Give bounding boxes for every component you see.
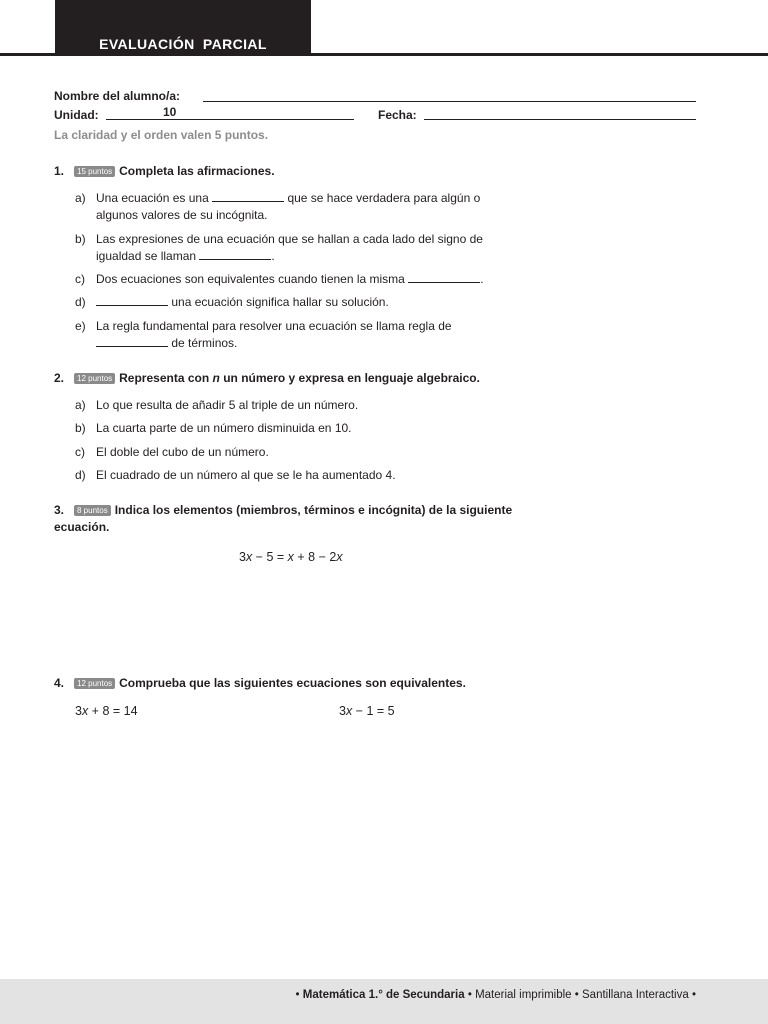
item-text: una ecuación significa hallar su solución. — [171, 295, 389, 309]
bullet: • — [691, 989, 696, 1001]
question-number: 3. — [54, 503, 65, 517]
answer-blank[interactable] — [408, 272, 480, 283]
item-text: de términos. — [171, 336, 238, 350]
item-text: La regla fundamental para resolver una ecuación se llama regla de — [96, 319, 452, 333]
item-text: Una ecuación es una — [96, 191, 209, 205]
unit-field[interactable] — [106, 119, 354, 120]
item-text: Dos ecuaciones son equivalentes cuando tienen la misma — [96, 272, 405, 286]
question-number: 1. — [54, 164, 65, 178]
item-text: que se hace verdadera para algún o algunos valores de su incógnita. — [96, 191, 481, 222]
question-title: Completa las afirmaciones. — [119, 164, 275, 178]
question-number: 4. — [54, 676, 65, 690]
points-badge: 15 puntos — [74, 166, 115, 177]
date-field[interactable] — [424, 119, 696, 120]
name-field[interactable] — [203, 101, 696, 102]
answer-blank[interactable] — [96, 336, 168, 347]
footer-course: Matemática 1.° de Secundaria — [302, 989, 465, 1001]
q1-item-e — [75, 318, 520, 352]
name-label: Nombre del alumno/a: — [54, 89, 181, 103]
item-label: b) — [75, 232, 86, 246]
item-text: El cuadrado de un número al que se le ha aumentado 4. — [96, 468, 396, 482]
page-title: EVALUACIÓN PARCIAL — [99, 36, 267, 52]
q2-item-d — [75, 467, 520, 484]
item-label: e) — [75, 319, 86, 333]
bullet: • — [574, 989, 579, 1001]
item-text: La cuarta parte de un número disminuida en 10. — [96, 421, 352, 435]
points-badge: 12 puntos — [74, 678, 115, 689]
q2-item-b — [75, 420, 520, 437]
footer-material: Material imprimible — [475, 989, 572, 1001]
date-label: Fecha: — [378, 108, 417, 122]
unit-label: Unidad: — [54, 108, 99, 122]
item-text: El doble del cubo de un número. — [96, 445, 269, 459]
equation: 3x − 1 = 5 — [339, 704, 395, 718]
question-title: un número y expresa en lenguaje algebraico. — [219, 371, 480, 385]
item-label: d) — [75, 468, 86, 482]
question-4-header — [54, 676, 466, 690]
answer-blank[interactable] — [96, 295, 168, 306]
equation: 3x + 8 = 14 — [75, 704, 138, 718]
bullet: • — [295, 989, 300, 1001]
answer-blank[interactable] — [199, 249, 271, 260]
item-label: c) — [75, 445, 85, 459]
points-badge: 8 puntos — [74, 505, 111, 516]
grading-note: La claridad y el orden valen 5 puntos. — [54, 128, 269, 142]
q1-item-d — [75, 294, 520, 311]
variable-n: n — [212, 371, 220, 385]
q1-item-b — [75, 231, 520, 265]
q2-item-c — [75, 444, 520, 461]
footer — [0, 979, 768, 1024]
header-band — [55, 0, 311, 54]
q2-item-a — [75, 397, 520, 414]
q1-item-c — [75, 271, 520, 288]
item-text: Lo que resulta de añadir 5 al triple de un número. — [96, 398, 359, 412]
item-text: Las expresiones de una ecuación que se hallan a cada lado del signo de igualdad se llaman — [96, 232, 483, 263]
question-number: 2. — [54, 371, 65, 385]
question-2-header — [54, 371, 480, 385]
item-label: c) — [75, 272, 85, 286]
footer-publisher: Santillana Interactiva — [582, 989, 689, 1001]
footer-text — [296, 989, 696, 1001]
item-label: a) — [75, 191, 86, 205]
header-rule — [0, 53, 768, 56]
unit-value: 10 — [163, 105, 177, 119]
equation: 3x − 5 = x + 8 − 2x — [239, 550, 343, 564]
question-1-header — [54, 164, 275, 178]
question-title: Indica los elementos (miembros, términos e incógnita) de la siguiente ecuación. — [54, 503, 513, 534]
item-label: b) — [75, 421, 86, 435]
bullet: • — [467, 989, 472, 1001]
item-text: . — [480, 272, 484, 286]
item-text: . — [271, 249, 275, 263]
item-label: a) — [75, 398, 86, 412]
question-title: Representa con — [119, 371, 213, 385]
answer-blank[interactable] — [212, 191, 284, 202]
question-title: Comprueba que las siguientes ecuaciones son equivalentes. — [119, 676, 466, 690]
points-badge: 12 puntos — [74, 373, 115, 384]
item-label: d) — [75, 295, 86, 309]
question-3-header — [54, 502, 524, 536]
q1-item-a — [75, 190, 520, 224]
